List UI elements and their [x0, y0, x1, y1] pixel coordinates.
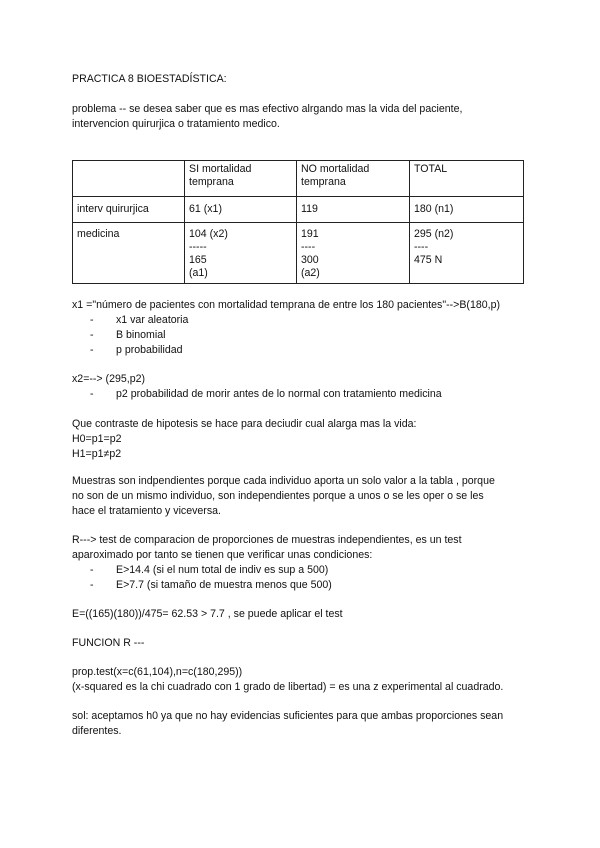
- list-item: [72, 578, 530, 593]
- problem-line-1: problema -- se desea saber que es mas efectivo alrgando mas la vida del paciente,: [72, 103, 463, 115]
- h1-line: H1=p1≠p2: [72, 448, 122, 460]
- e-calculation: E=((165)(180))/475= 62.53 > 7.7 , se puede aplicar el test: [72, 608, 343, 620]
- row2-si-sum: 165: [189, 254, 207, 266]
- funcion-heading: FUNCION R ---: [72, 637, 145, 649]
- row2-total-val: 295 (n2): [414, 228, 454, 240]
- row2-no-label: (a2): [301, 267, 320, 279]
- row1-label: interv quirurjica: [73, 197, 185, 223]
- row2-label: medicina: [73, 223, 185, 284]
- x1-item-3: p probabilidad: [116, 344, 183, 356]
- row2-si: [185, 223, 297, 284]
- table-header-row: [73, 161, 524, 197]
- header-si-line-2: temprana: [189, 176, 234, 188]
- row2-no-sep: ----: [301, 241, 316, 253]
- row1-si: 61 (x1): [185, 197, 297, 223]
- bullet-dash: -: [90, 579, 94, 591]
- solution-line-1: sol: aceptamos h0 ya que no hay evidencias suficientes para que ambas proporciones sean: [72, 710, 504, 722]
- row2-total-sum: 475 N: [414, 254, 443, 266]
- x2-item-1: p2 probabilidad de morir antes de lo normal con tratamiento medicina: [116, 388, 442, 400]
- r-condition-1: E>14.4 (si el num total de indiv es sup a 500): [116, 564, 329, 576]
- x2-definition: x2=--> (295,p2): [72, 373, 146, 385]
- contrast-question: Que contraste de hipotesis se hace para deciudir cual alarga mas la vida:: [72, 418, 417, 430]
- header-si-line-1: SI mortalidad: [189, 163, 252, 175]
- solution-line-2: diferentes.: [72, 725, 122, 737]
- list-item: [72, 387, 530, 402]
- doc-title: PRACTICA 8 BIOESTADÍSTICA:: [72, 73, 227, 85]
- table-header-si: [185, 161, 297, 197]
- header-total: TOTAL: [414, 163, 448, 175]
- contingency-table: [72, 160, 524, 284]
- table-header-empty: [73, 161, 185, 197]
- header-no-line-2: temprana: [301, 176, 346, 188]
- code-note: (x-squared es la chi cuadrado con 1 grado de libertad) = es una z experimental al cuadrado.: [72, 681, 504, 693]
- bullet-dash: -: [90, 388, 94, 400]
- table-row: [73, 197, 524, 223]
- row1-total: 180 (n1): [410, 197, 524, 223]
- r-test-line-2: aparoximado por tanto se tienen que verificar unas condiciones:: [72, 549, 373, 561]
- independence-line-1: Muestras son indpendientes porque cada individuo aporta un solo valor a la tabla , porque: [72, 475, 495, 487]
- row2-no-sum: 300: [301, 254, 319, 266]
- row2-no: [297, 223, 410, 284]
- list-item: [72, 563, 530, 578]
- independence-line-3: hace el tratamiento y viceversa.: [72, 505, 221, 517]
- x1-item-2: B binomial: [116, 329, 166, 341]
- row2-si-label: (a1): [189, 267, 208, 279]
- independence-line-2: no son de un mismo individuo, son independientes porque a unos o se les oper o se les: [72, 490, 484, 502]
- list-item: [72, 313, 530, 328]
- bullet-dash: -: [90, 564, 94, 576]
- row1-no: 119: [297, 197, 410, 223]
- x1-definition: x1 ="número de pacientes con mortalidad temprana de entre los 180 pacientes"-->B(180,p): [72, 299, 500, 311]
- table-row: [73, 223, 524, 284]
- bullet-dash: -: [90, 329, 94, 341]
- r-condition-2: E>7.7 (si tamaño de muestra menos que 500): [116, 579, 332, 591]
- row2-total: [410, 223, 524, 284]
- bullet-dash: -: [90, 314, 94, 326]
- header-no-line-1: NO mortalidad: [301, 163, 370, 175]
- row2-total-sep: ----: [414, 241, 429, 253]
- table-header-total: [410, 161, 524, 197]
- h0-line: H0=p1=p2: [72, 433, 122, 445]
- row2-si-sep: -----: [189, 241, 207, 253]
- list-item: [72, 343, 530, 358]
- list-item: [72, 328, 530, 343]
- row2-si-val: 104 (x2): [189, 228, 228, 240]
- problem-line-2: intervencion quirurjica o tratamiento medico.: [72, 118, 280, 130]
- r-test-line-1: R---> test de comparacion de proporciones de muestras independientes, es un test: [72, 534, 462, 546]
- x1-item-1: x1 var aleatoria: [116, 314, 189, 326]
- row2-no-val: 191: [301, 228, 319, 240]
- bullet-dash: -: [90, 344, 94, 356]
- code-line: prop.test(x=c(61,104),n=c(180,295)): [72, 666, 243, 678]
- table-header-no: [297, 161, 410, 197]
